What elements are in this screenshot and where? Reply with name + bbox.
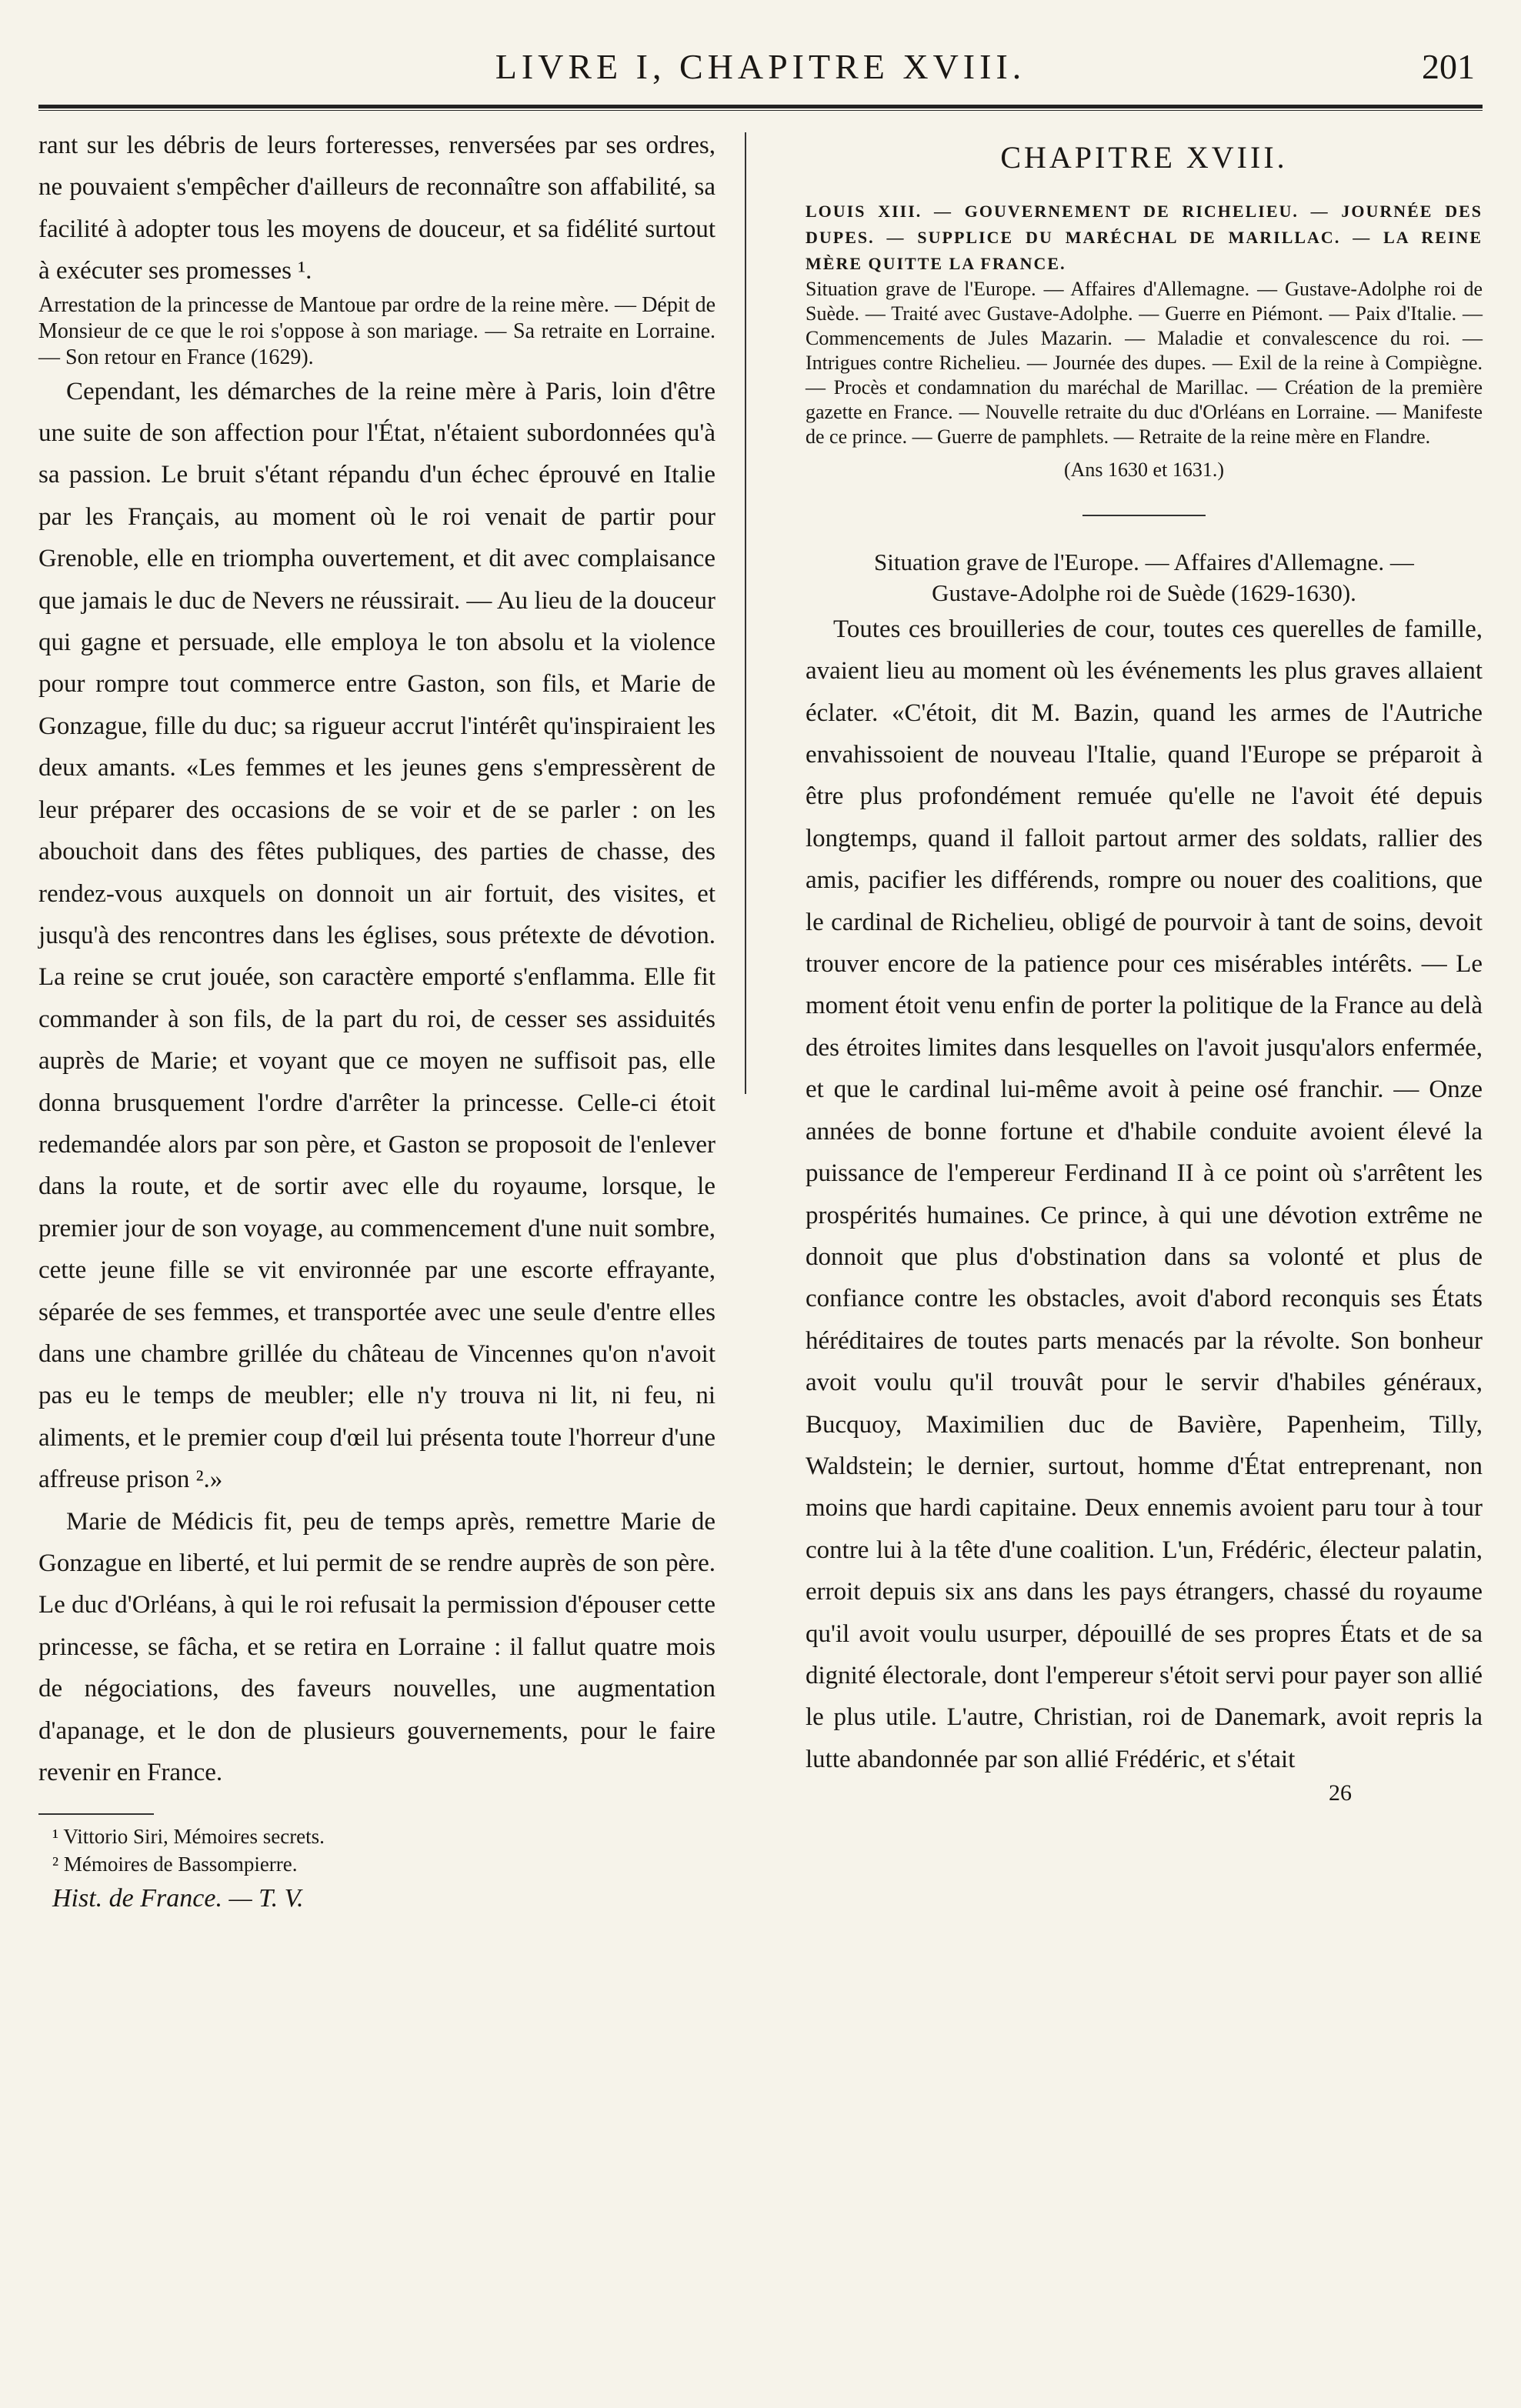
chapter-subject: LOUIS XIII. — GOUVERNEMENT DE RICHELIEU. — JOURNÉE DES DUPES. — SUPPLICE DU MARÉCHAL DE MARILLAC. — LA REINE MÈRE QUITTE LA FRANCE.	[806, 202, 1483, 274]
section-heading	[806, 547, 1483, 609]
chapter-title: CHAPITRE XVIII.	[1000, 140, 1288, 175]
section-rule	[1082, 515, 1206, 516]
text-columns	[38, 125, 1483, 1920]
paragraph: Marie de Médicis fit, peu de temps après, remettre Marie de Gonzague en liberté, et lui permit de se rendre auprès de son père. Le duc d'Orléans, à qui le roi refusait la permission d'épouser cette princesse, se fâcha, et se retira en Lorraine : il fallut quatre mois de négociations, des faveurs nouvelles, une augmentation d'apanage, et le don de plusieurs gouvernements, pour le faire revenir en France.	[38, 1507, 715, 1787]
chapter-years: (Ans 1630 et 1631.)	[1064, 459, 1224, 482]
chapter-summary: Situation grave de l'Europe. — Affaires d'Allemagne. — Gustave-Adolphe roi de Suède. — Traité avec Gustave-Adolphe. — Guerre en Piémont. — Paix d'Italie. — Commencements de Jules Mazarin. — Maladie et convalescence du roi. — Intrigues contre Richelieu. — Journée des dupes. — Exil de la reine à Compiègne. — Procès et condamnation du maréchal de Marillac. — Création de la première gazette en France. — Nouvelle retraite du duc d'Orléans en Lorraine. — Manifeste de ce prince. — Guerre de pamphlets. — Retraite de la reine mère en Flandre.	[806, 278, 1483, 449]
section-heading-line: Situation grave de l'Europe. — Affaires d'Allemagne. —	[874, 548, 1414, 575]
left-column	[38, 125, 715, 1920]
footnote-rule	[38, 1813, 154, 1815]
page-number: 201	[1422, 47, 1475, 86]
running-header	[38, 46, 1483, 100]
printer-signature: Hist. de France. — T. V.	[52, 1884, 304, 1913]
footnote: ² Mémoires de Bassompierre.	[52, 1853, 298, 1876]
signature-number: 26	[1329, 1780, 1352, 1806]
running-title: LIVRE I, CHAPITRE XVIII.	[495, 47, 1026, 86]
paragraph: Toutes ces brouilleries de cour, toutes ces querelles de famille, avaient lieu au moment où les événements les plus graves allaient éclater. «C'étoit, dit M. Bazin, quand les armes de l'Autriche envahissoient de nouveau l'Italie, quand l'Europe se préparoit à être plus profondément remuée qu'elle ne l'avoit été depuis longtemps, quand il falloit partout armer des soldats, rallier des amis, pacifier les différends, rompre ou nouer des coalitions, que le cardinal de Richelieu, obligé de pourvoir à tant de soins, devoit trouver encore de la patience pour ces misérables intérêts. — Le moment étoit venu enfin de porter la politique de la France au delà des étroites limites dans lesquelles on l'avoit jusqu'alors enfermée, et que le cardinal lui-même avoit à peine osé franchir. — Onze années de bonne fortune et d'habile conduite avoient élevé la puissance de l'empereur Ferdinand II à ce point où s'arrêtent les prospérités humaines. Ce prince, à qui une dévotion extrême ne donnoit que plus d'obstination dans sa volonté et plus de confiance contre les obstacles, avoit d'abord reconquis ses États héréditaires de toutes parts menacés par la révolte. Son bonheur avoit voulu qu'il trouvât pour le servir d'habiles généraux, Bucquoy, Maximilien duc de Bavière, Papenheim, Tilly, Waldstein; le dernier, surtout, homme d'État entreprenant, non moins que hardi capitaine. Deux ennemis avoient paru tour à tour contre lui à la tête d'une coalition. L'un, Frédéric, électeur palatin, erroit depuis six ans dans les pays étrangers, chassé du royaume qu'il avoit voulu usurper, dépouillé de ses propres États et de sa dignité électorale, dont l'empereur s'étoit servi pour payer son allié le plus utile. L'autre, Christian, roi de Danemark, avoit repris la lutte abandonnée par son allié Frédéric, et s'était	[806, 615, 1483, 1773]
right-column	[806, 125, 1483, 1920]
footnote: ¹ Vittorio Siri, Mémoires secrets.	[52, 1825, 325, 1849]
header-rule	[38, 105, 1483, 111]
section-heading-line: Gustave-Adolphe roi de Suède (1629-1630).	[932, 579, 1356, 606]
column-divider	[745, 132, 746, 1094]
paragraph: rant sur les débris de leurs forteresses, renversées par ses ordres, ne pouvaient s'empêcher d'ailleurs de reconnaître son affabilité, sa facilité à adopter tous les moyens de douceur, et sa fidélité surtout à exécuter ses promesses ¹.	[38, 132, 715, 285]
paragraph: Cependant, les démarches de la reine mère à Paris, loin d'être une suite de son affection pour l'État, n'étaient subordonnées qu'à sa passion. Le bruit s'étant répandu d'un échec éprouvé en Italie par les Français, au moment où le roi venait de partir pour Grenoble, elle en triompha ouvertement, et dit avec complaisance que jamais le duc de Nevers ne réussirait. — Au lieu de la douceur qui gagne et persuade, elle employa le ton absolu et la violence pour rompre tout commerce entre Gaston, son fils, et Marie de Gonzague, fille du duc; sa rigueur accrut l'intérêt qu'inspiraient les deux amants. «Les femmes et les jeunes gens s'empressèrent de leur préparer des occasions de se voir et de se parler : on les abouchoit dans des fêtes publiques, des parties de chasse, des rendez-vous auxquels on donnoit un air fortuit, des visites, et jusqu'à des rencontres dans les églises, sous prétexte de dévotion. La reine se crut jouée, son caractère emporté s'enflamma. Elle fit commander à son fils, de la part du roi, de cesser ses assiduités auprès de Marie; et voyant que ce moyen ne suffisoit pas, elle donna brusquement l'ordre d'arrêter la princesse. Celle-ci étoit redemandée alors par son père, et Gaston se proposoit de l'enlever dans la route, et de sortir avec elle du royaume, lorsque, le premier jour de son voyage, au commencement d'une nuit sombre, cette jeune fille se vit environnée par une escorte effrayante, séparée de ses femmes, et transportée avec une seule d'entre elles dans une chambre grillée du château de Vincennes qu'on n'avoit pas eu le temps de meubler; elle n'y trouva ni lit, ni feu, ni aliments, et le premier coup d'œil lui présenta toute l'horreur d'une affreuse prison ².»	[38, 377, 715, 1494]
section-summary: Arrestation de la princesse de Mantoue par ordre de la reine mère. — Dépit de Monsieur de ce que le roi s'oppose à son mariage. — Sa retraite en Lorraine. — Son retour en France (1629).	[38, 292, 715, 369]
